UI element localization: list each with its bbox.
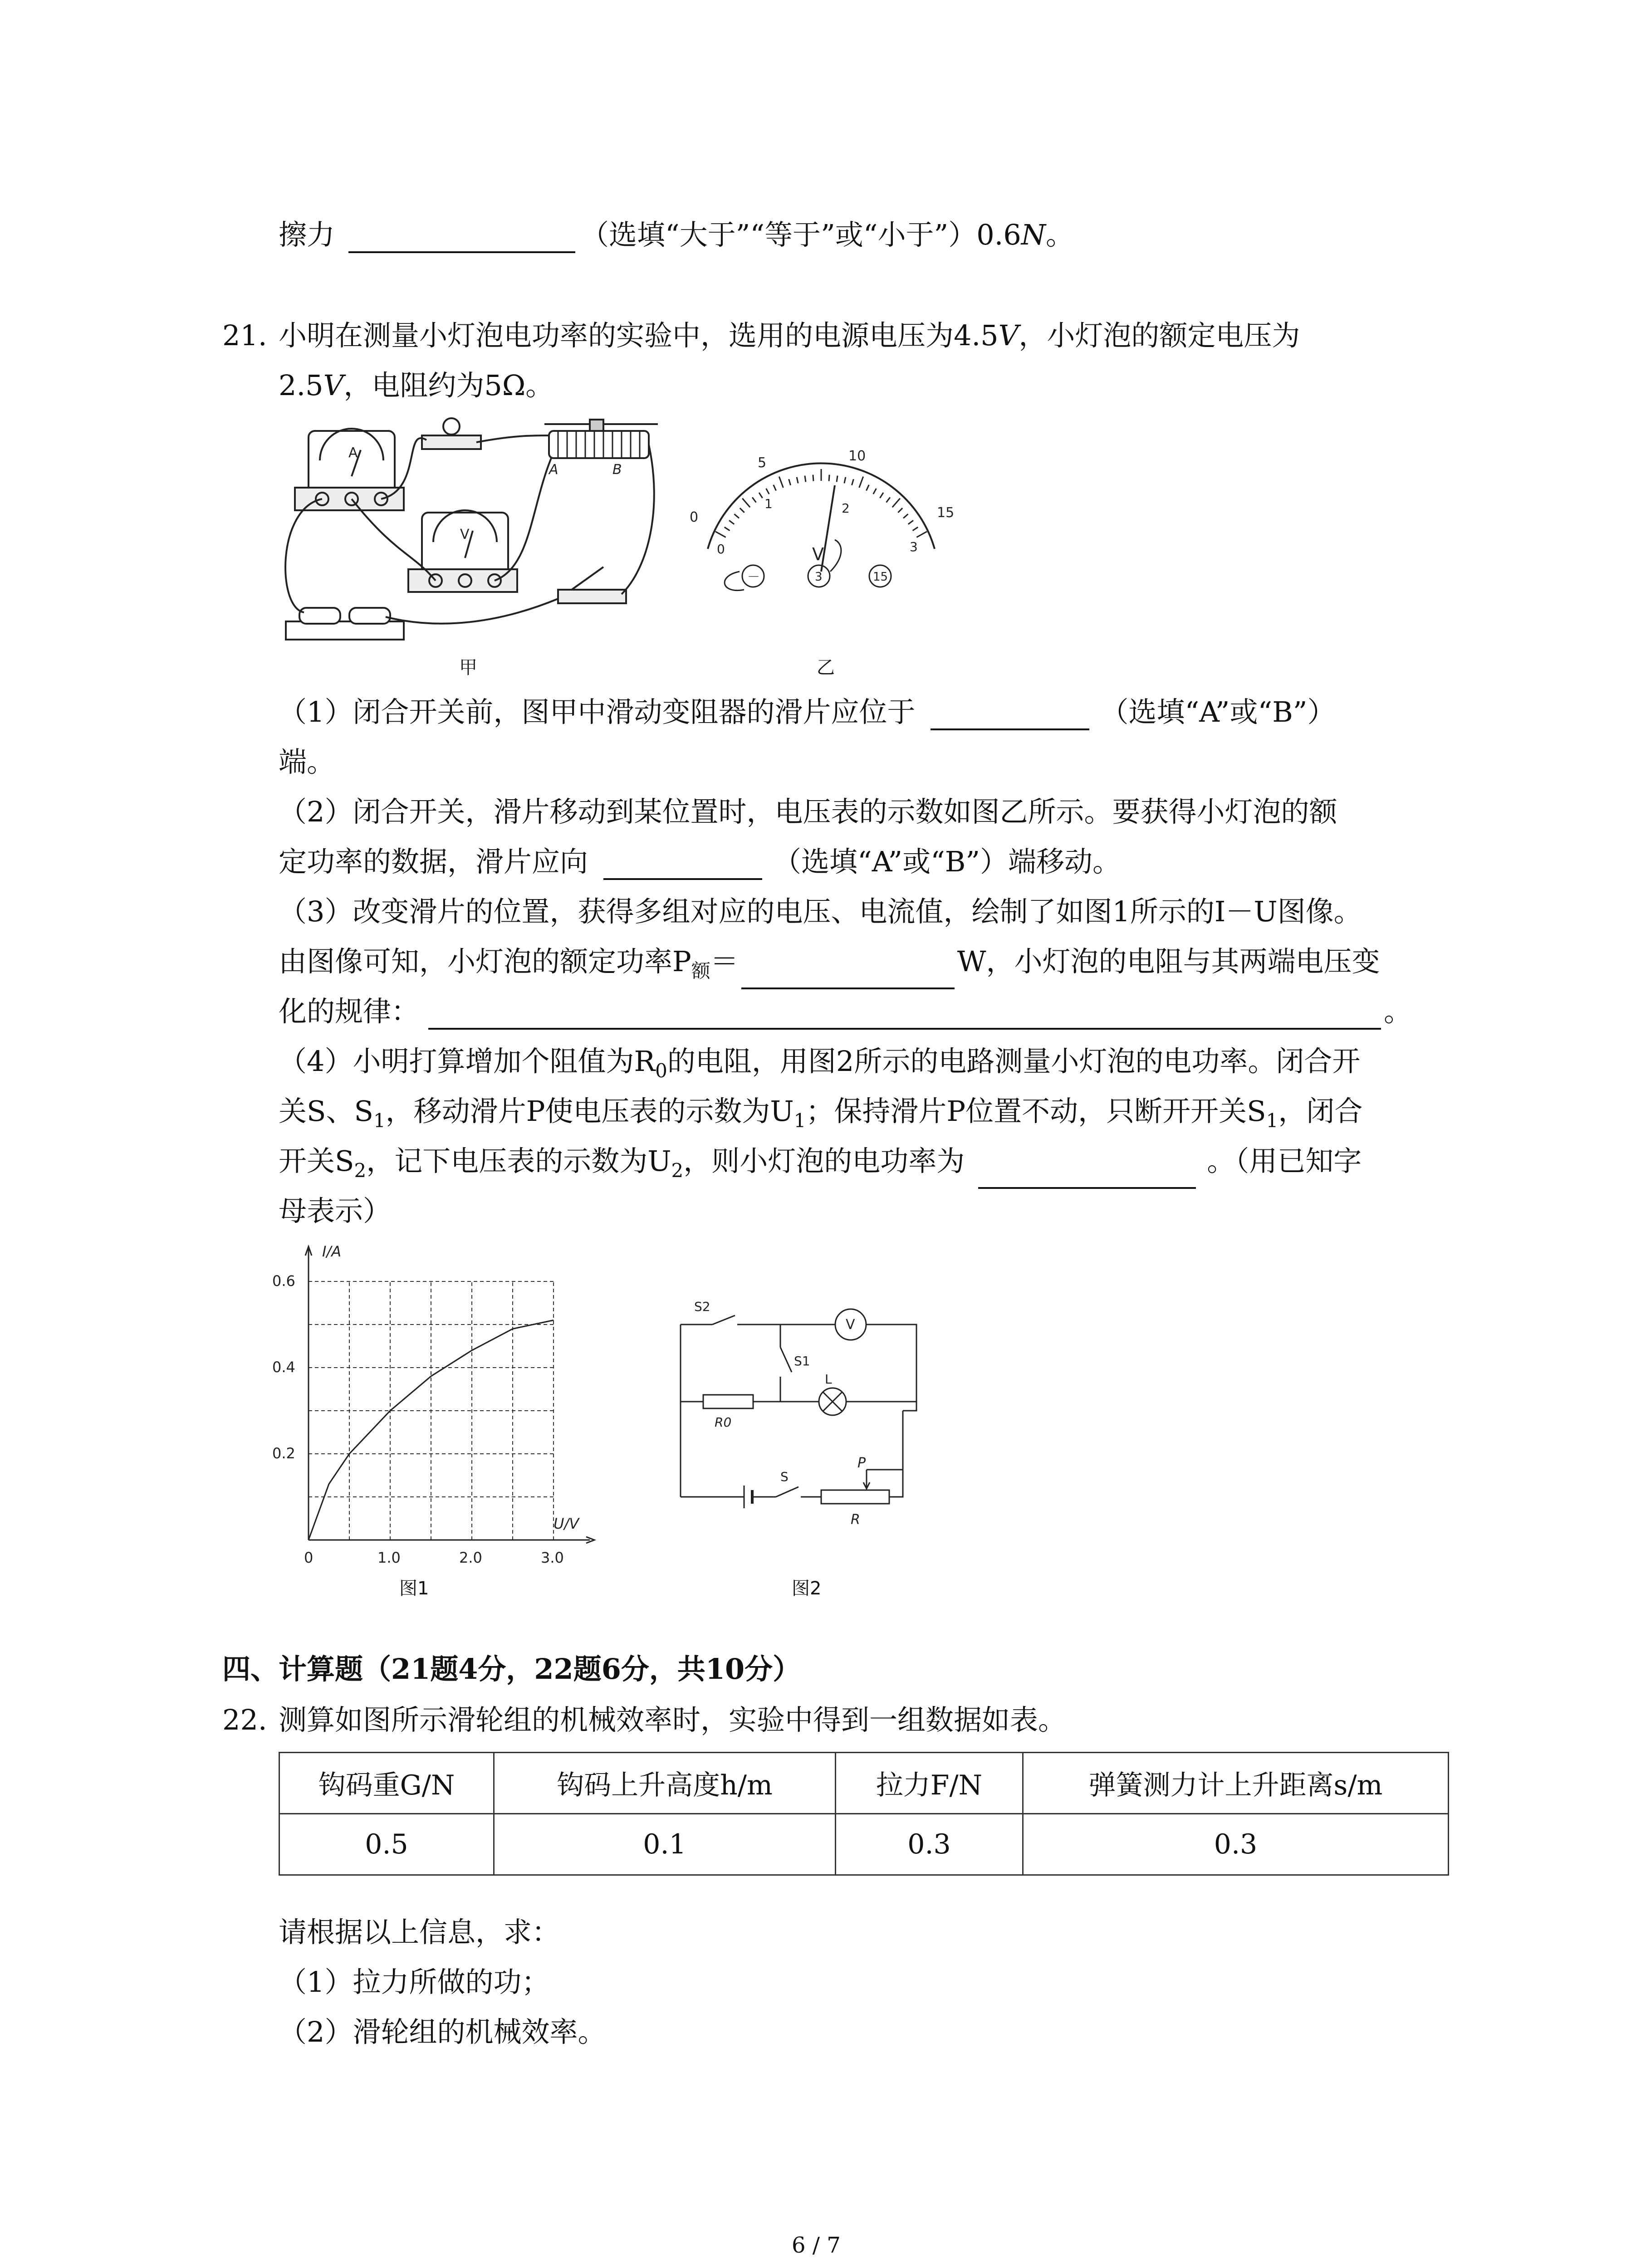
wire — [476, 435, 549, 442]
q21-line2 — [279, 367, 554, 404]
wire — [622, 445, 654, 594]
q21-unit: V — [323, 369, 344, 402]
q21-part4-text: ；保持滑片P位置不动，只断开开关S — [806, 1095, 1266, 1128]
y-tick-label: 0.6 — [272, 1272, 295, 1290]
dial-top-tick: 15 — [937, 505, 955, 521]
answer-blank[interactable] — [348, 224, 575, 253]
r0-label: R0 — [715, 1415, 732, 1430]
q21-part2-text: 定功率的数据，滑片应向 — [279, 845, 588, 878]
top-end: 。 — [1046, 218, 1074, 251]
dial-tick — [852, 479, 853, 485]
s1-label: S1 — [794, 1354, 810, 1369]
dial-tick — [715, 532, 726, 538]
q21-part4-sub: 2 — [354, 1159, 367, 1182]
q21-part4-text: ，则小灯泡的电功率为 — [683, 1144, 965, 1178]
q21-part4-text: 关S、S — [279, 1095, 373, 1128]
s-label: S — [780, 1469, 789, 1484]
dial-tick — [740, 508, 745, 513]
q21-part3-text: ＝ — [710, 945, 739, 978]
table-cell: 0.1 — [494, 1814, 836, 1875]
q21-part3-line3 — [279, 993, 1412, 1030]
top-line — [279, 217, 1074, 253]
terminal-label: － — [747, 569, 760, 584]
table-row — [279, 1814, 1449, 1875]
wire-minus — [725, 572, 744, 591]
figure2-caption: 图2 — [792, 1578, 822, 1599]
dial-tick — [742, 499, 750, 508]
q21-number: 21. — [222, 319, 267, 352]
dial-top-tick: 0 — [690, 509, 699, 525]
switch-s2 — [712, 1315, 735, 1325]
resistor-r0 — [703, 1395, 753, 1408]
y-tick-label: 0.4 — [272, 1359, 295, 1376]
dial-top-tick: 10 — [848, 448, 866, 464]
dial-tick — [837, 476, 838, 482]
figure-yi-label: 乙 — [817, 657, 835, 678]
wire — [285, 499, 322, 612]
answer-blank[interactable] — [603, 851, 762, 880]
dial-tick — [805, 476, 806, 482]
dial-bottom-tick: 0 — [717, 542, 725, 557]
section4-title: 四、计算题（21题4分，22题6分，共10分） — [222, 1652, 801, 1686]
answer-blank[interactable] — [978, 1160, 1196, 1189]
q21-part4-text: （4）小明打算增加个阻值为R — [279, 1045, 656, 1078]
dial-bottom-tick: 3 — [910, 539, 918, 554]
table-header-row — [279, 1753, 1449, 1814]
wire — [889, 1411, 903, 1497]
q21-part3-text: W，小灯泡的电阻与其两端电压变 — [957, 945, 1380, 978]
table-header-cell: 弹簧测力计上升距离s/m — [1023, 1753, 1449, 1814]
dial-tick — [752, 497, 756, 502]
q21-part4-sub: 1 — [1266, 1110, 1279, 1132]
x-tick-label: 3.0 — [541, 1549, 564, 1566]
x-axis-label: U/V — [554, 1515, 579, 1532]
q21-part2-line1: （2）闭合开关，滑片移动到某位置时，电压表的示数如图乙所示。要获得小灯泡的额 — [279, 795, 1337, 828]
q21-part3-text: 化的规律： — [279, 995, 420, 1028]
dial-tick — [759, 493, 763, 498]
q21-part3-sub: 额 — [691, 960, 710, 982]
table-cell: 0.3 — [1023, 1814, 1449, 1875]
voltmeter-dial-figure — [681, 435, 962, 608]
q21-part4-text: ，记下电压表的示数为U — [366, 1144, 671, 1178]
answer-blank[interactable] — [931, 701, 1089, 730]
q21-part4-text: ，闭合 — [1278, 1095, 1363, 1128]
q21-part4-sub: 0 — [655, 1060, 667, 1082]
rheostat-r — [821, 1490, 889, 1504]
q21-text: ，电阻约为5Ω。 — [343, 369, 554, 402]
q21-part1-text: （1）闭合开关前，图甲中滑动变阻器的滑片应位于 — [279, 695, 916, 728]
dial-tick — [725, 527, 730, 531]
q21-part2-text: （选填“A”或“B”）端移动。 — [773, 845, 1121, 878]
q22-text: 测算如图所示滑轮组的机械效率时，实验中得到一组数据如表。 — [279, 1703, 1067, 1736]
top-suffix: （选填“大于”“等于”或“小于”）0.6 — [581, 218, 1021, 251]
table-cell: 0.5 — [279, 1814, 494, 1875]
q21-part4-text: ，移动滑片P使电压表的示数为U — [385, 1095, 794, 1128]
dial-tick — [916, 532, 927, 538]
q21-part3-text: 由图像可知，小灯泡的额定功率P — [279, 945, 691, 978]
table-header-cell: 拉力F/N — [836, 1753, 1023, 1814]
q21-part4-line4: 母表示） — [279, 1194, 392, 1227]
page-number: 6 / 7 — [792, 2233, 841, 2258]
figure1-caption: 图1 — [399, 1578, 429, 1599]
iu-graph — [263, 1238, 617, 1574]
answer-blank[interactable] — [741, 960, 955, 989]
y-tick-label: 0.2 — [272, 1445, 295, 1462]
table-header-cell: 钩码上升高度h/m — [494, 1753, 836, 1814]
q22-table — [279, 1752, 1449, 1876]
dial-bottom-tick: 2 — [842, 501, 850, 516]
battery-base — [286, 621, 404, 640]
dial-tick — [766, 489, 769, 494]
q21-part3-line1: （3）改变滑片的位置，获得多组对应的电压、电流值，绘制了如图1所示的I－U图像。 — [279, 895, 1362, 928]
q21-part1-text: （选填“A”或“B”） — [1100, 695, 1336, 728]
dial-tick — [729, 520, 734, 524]
top-unit: N — [1021, 218, 1046, 251]
x-tick-label: 1.0 — [377, 1549, 401, 1566]
q22-number: 22. — [222, 1703, 267, 1736]
y-axis-label: I/A — [322, 1243, 342, 1260]
battery-cell — [349, 608, 390, 624]
v-label: V — [846, 1317, 855, 1333]
switch-s1 — [780, 1347, 792, 1372]
switch-lever — [572, 567, 603, 590]
voltmeter-label: V — [460, 527, 470, 543]
terminal-label: 15 — [873, 570, 888, 584]
p-label: P — [857, 1455, 866, 1471]
q21-text: ，小灯泡的额定电压为 — [1019, 319, 1300, 352]
q21-part4-sub: 2 — [671, 1159, 684, 1182]
q21-part4-line3 — [279, 1143, 1362, 1189]
q21-part4-text: 。（用已知字 — [1207, 1144, 1362, 1178]
q21-part2-line2 — [279, 844, 1121, 880]
circuit-diagram — [662, 1297, 944, 1551]
table-header-cell: 钩码重G/N — [279, 1753, 494, 1814]
rheostat-slider — [590, 420, 603, 431]
q21-part4-sub: 1 — [794, 1110, 806, 1132]
battery-cell — [299, 608, 340, 624]
dial-tick — [789, 479, 791, 485]
s2-label: S2 — [694, 1299, 710, 1314]
dial-bottom-tick: 1 — [764, 496, 773, 511]
dial-tick — [873, 489, 877, 494]
dial-tick — [886, 497, 890, 502]
wire — [386, 599, 558, 624]
rheostat-b-label: B — [612, 462, 622, 478]
switch-base — [558, 590, 626, 603]
dial-tick — [903, 514, 908, 518]
r-label: R — [851, 1512, 860, 1528]
q21-part3-text: 。 — [1384, 995, 1412, 1028]
answer-blank[interactable] — [428, 1001, 1381, 1030]
l-label: L — [825, 1372, 832, 1387]
rheostat-coil — [549, 431, 649, 458]
terminal-label: 3 — [815, 570, 823, 584]
q22-sub1: （1）拉力所做的功； — [279, 1965, 550, 1999]
top-prefix: 擦力 — [279, 218, 335, 251]
dial-tick — [898, 508, 902, 513]
wire — [866, 1325, 916, 1411]
dial-tick — [859, 477, 863, 488]
figure-jia-label: 甲 — [459, 657, 477, 678]
q21-text: 小明在测量小灯泡电功率的实验中，选用的电源电压为4.5 — [279, 319, 999, 352]
q21-part1-cont: 端。 — [279, 745, 335, 778]
x-tick-label: 0 — [304, 1549, 314, 1566]
wire-3 — [830, 540, 841, 572]
q21-part4-line1 — [279, 1043, 1360, 1089]
dial-tick — [908, 520, 913, 524]
table-cell: 0.3 — [836, 1814, 1023, 1875]
bulb — [443, 418, 460, 435]
q21-part4-sub: 1 — [373, 1110, 386, 1132]
q21-text: 2.5 — [279, 369, 323, 402]
dial-tick — [734, 514, 739, 518]
q22-ask: 请根据以上信息，求： — [279, 1916, 560, 1949]
dial-tick — [892, 499, 900, 508]
q21-part4-text: 的电阻，用图2所示的电路测量小灯泡的电功率。闭合开 — [667, 1045, 1361, 1078]
q22-sub2: （2）滑轮组的机械效率。 — [279, 2015, 606, 2048]
q21-line1 — [279, 318, 1300, 354]
q21-part4-text: 开关S — [279, 1144, 354, 1178]
x-tick-label: 2.0 — [459, 1549, 482, 1566]
dial-tick — [913, 527, 918, 531]
ammeter-label: A — [348, 445, 358, 461]
apparatus-figure — [277, 417, 667, 662]
dial-tick — [866, 485, 869, 491]
switch-s — [776, 1487, 798, 1497]
q21-unit: V — [998, 319, 1019, 352]
q21-part1 — [279, 694, 1335, 730]
rheostat-a-label: A — [549, 462, 558, 478]
dial-tick — [844, 477, 846, 484]
dial-symbol: V — [812, 544, 824, 564]
dial-tick — [774, 485, 776, 491]
q21-part4-line2 — [279, 1093, 1362, 1139]
dial-tick — [779, 477, 783, 488]
bulb-base — [422, 435, 481, 449]
dial-tick — [797, 477, 798, 484]
dial-top-tick: 5 — [758, 455, 767, 471]
dial-tick — [880, 493, 883, 498]
q21-part3-line2 — [279, 943, 1380, 989]
